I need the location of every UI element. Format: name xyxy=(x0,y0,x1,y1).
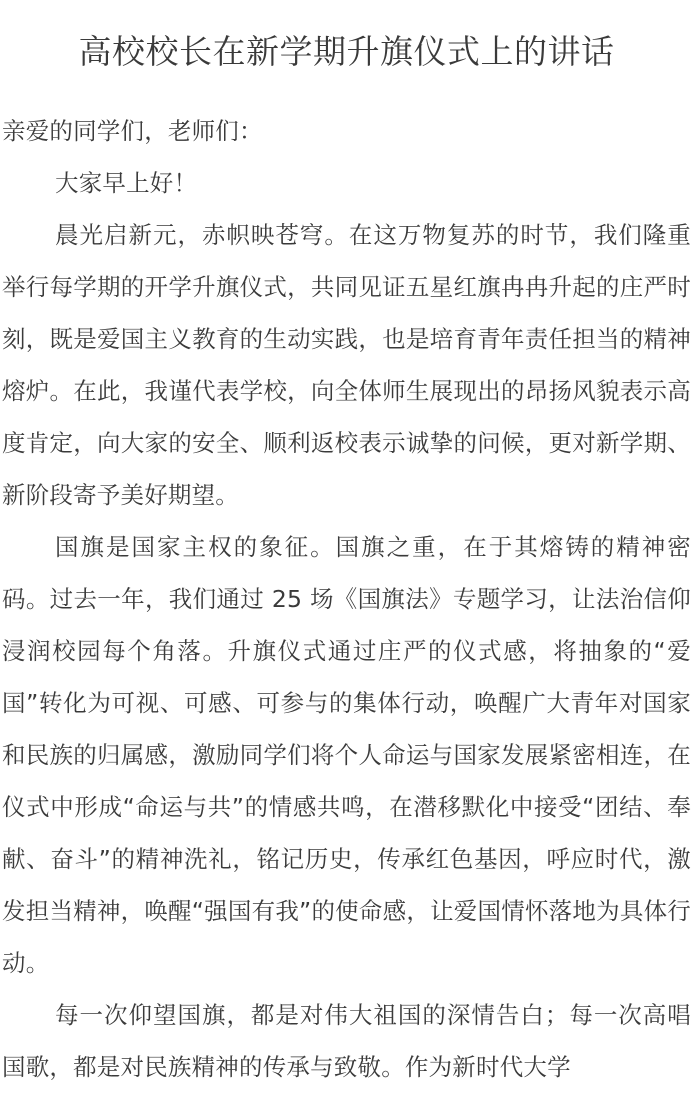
document-title: 高校校长在新学期升旗仪式上的讲话 xyxy=(78,32,615,71)
paragraph-2: 国旗是国家主权的象征。国旗之重，在于其熔铸的精神密码。过去一年，我们通过 25 场《国旗法》专题学习，让法治信仰浸润校园每个角落。升旗仪式通过庄严的仪式感，将抽象的“爱国”转化为可视、可感、可参与的集体行动，唤醒广大青年对国家和民族的归属感，激励同学们将个人命运与国家发展紧密相连，在仪式中形成“命运与共”的情感共鸣，在潜移默化中接受“团结、奉献、奋斗”的精神洗礼，铭记历史，传承红色基因，呼应时代，激发担当精神，唤醒“强国有我”的使命感，让爱国情怀落地为具体行动。 xyxy=(2,533,691,977)
speech-body xyxy=(2,105,691,1093)
greeting: 大家早上好！ xyxy=(55,169,198,197)
paragraph-3: 每一次仰望国旗，都是对伟大祖国的深情告白；每一次高唱国歌，都是对民族精神的传承与致敬。作为新时代大学 xyxy=(2,1001,691,1081)
paragraph-1: 晨光启新元，赤帜映苍穹。在这万物复苏的时节，我们隆重举行每学期的开学升旗仪式，共同见证五星红旗冉冉升起的庄严时刻，既是爱国主义教育的生动实践，也是培育青年责任担当的精神熔炉。在此，我谨代表学校，向全体师生展现出的昂扬风貌表示高度肯定，向大家的安全、顺利返校表示诚挚的问候，更对新学期、新阶段寄予美好期望。 xyxy=(2,221,691,509)
salutation: 亲爱的同学们，老师们： xyxy=(2,117,263,145)
